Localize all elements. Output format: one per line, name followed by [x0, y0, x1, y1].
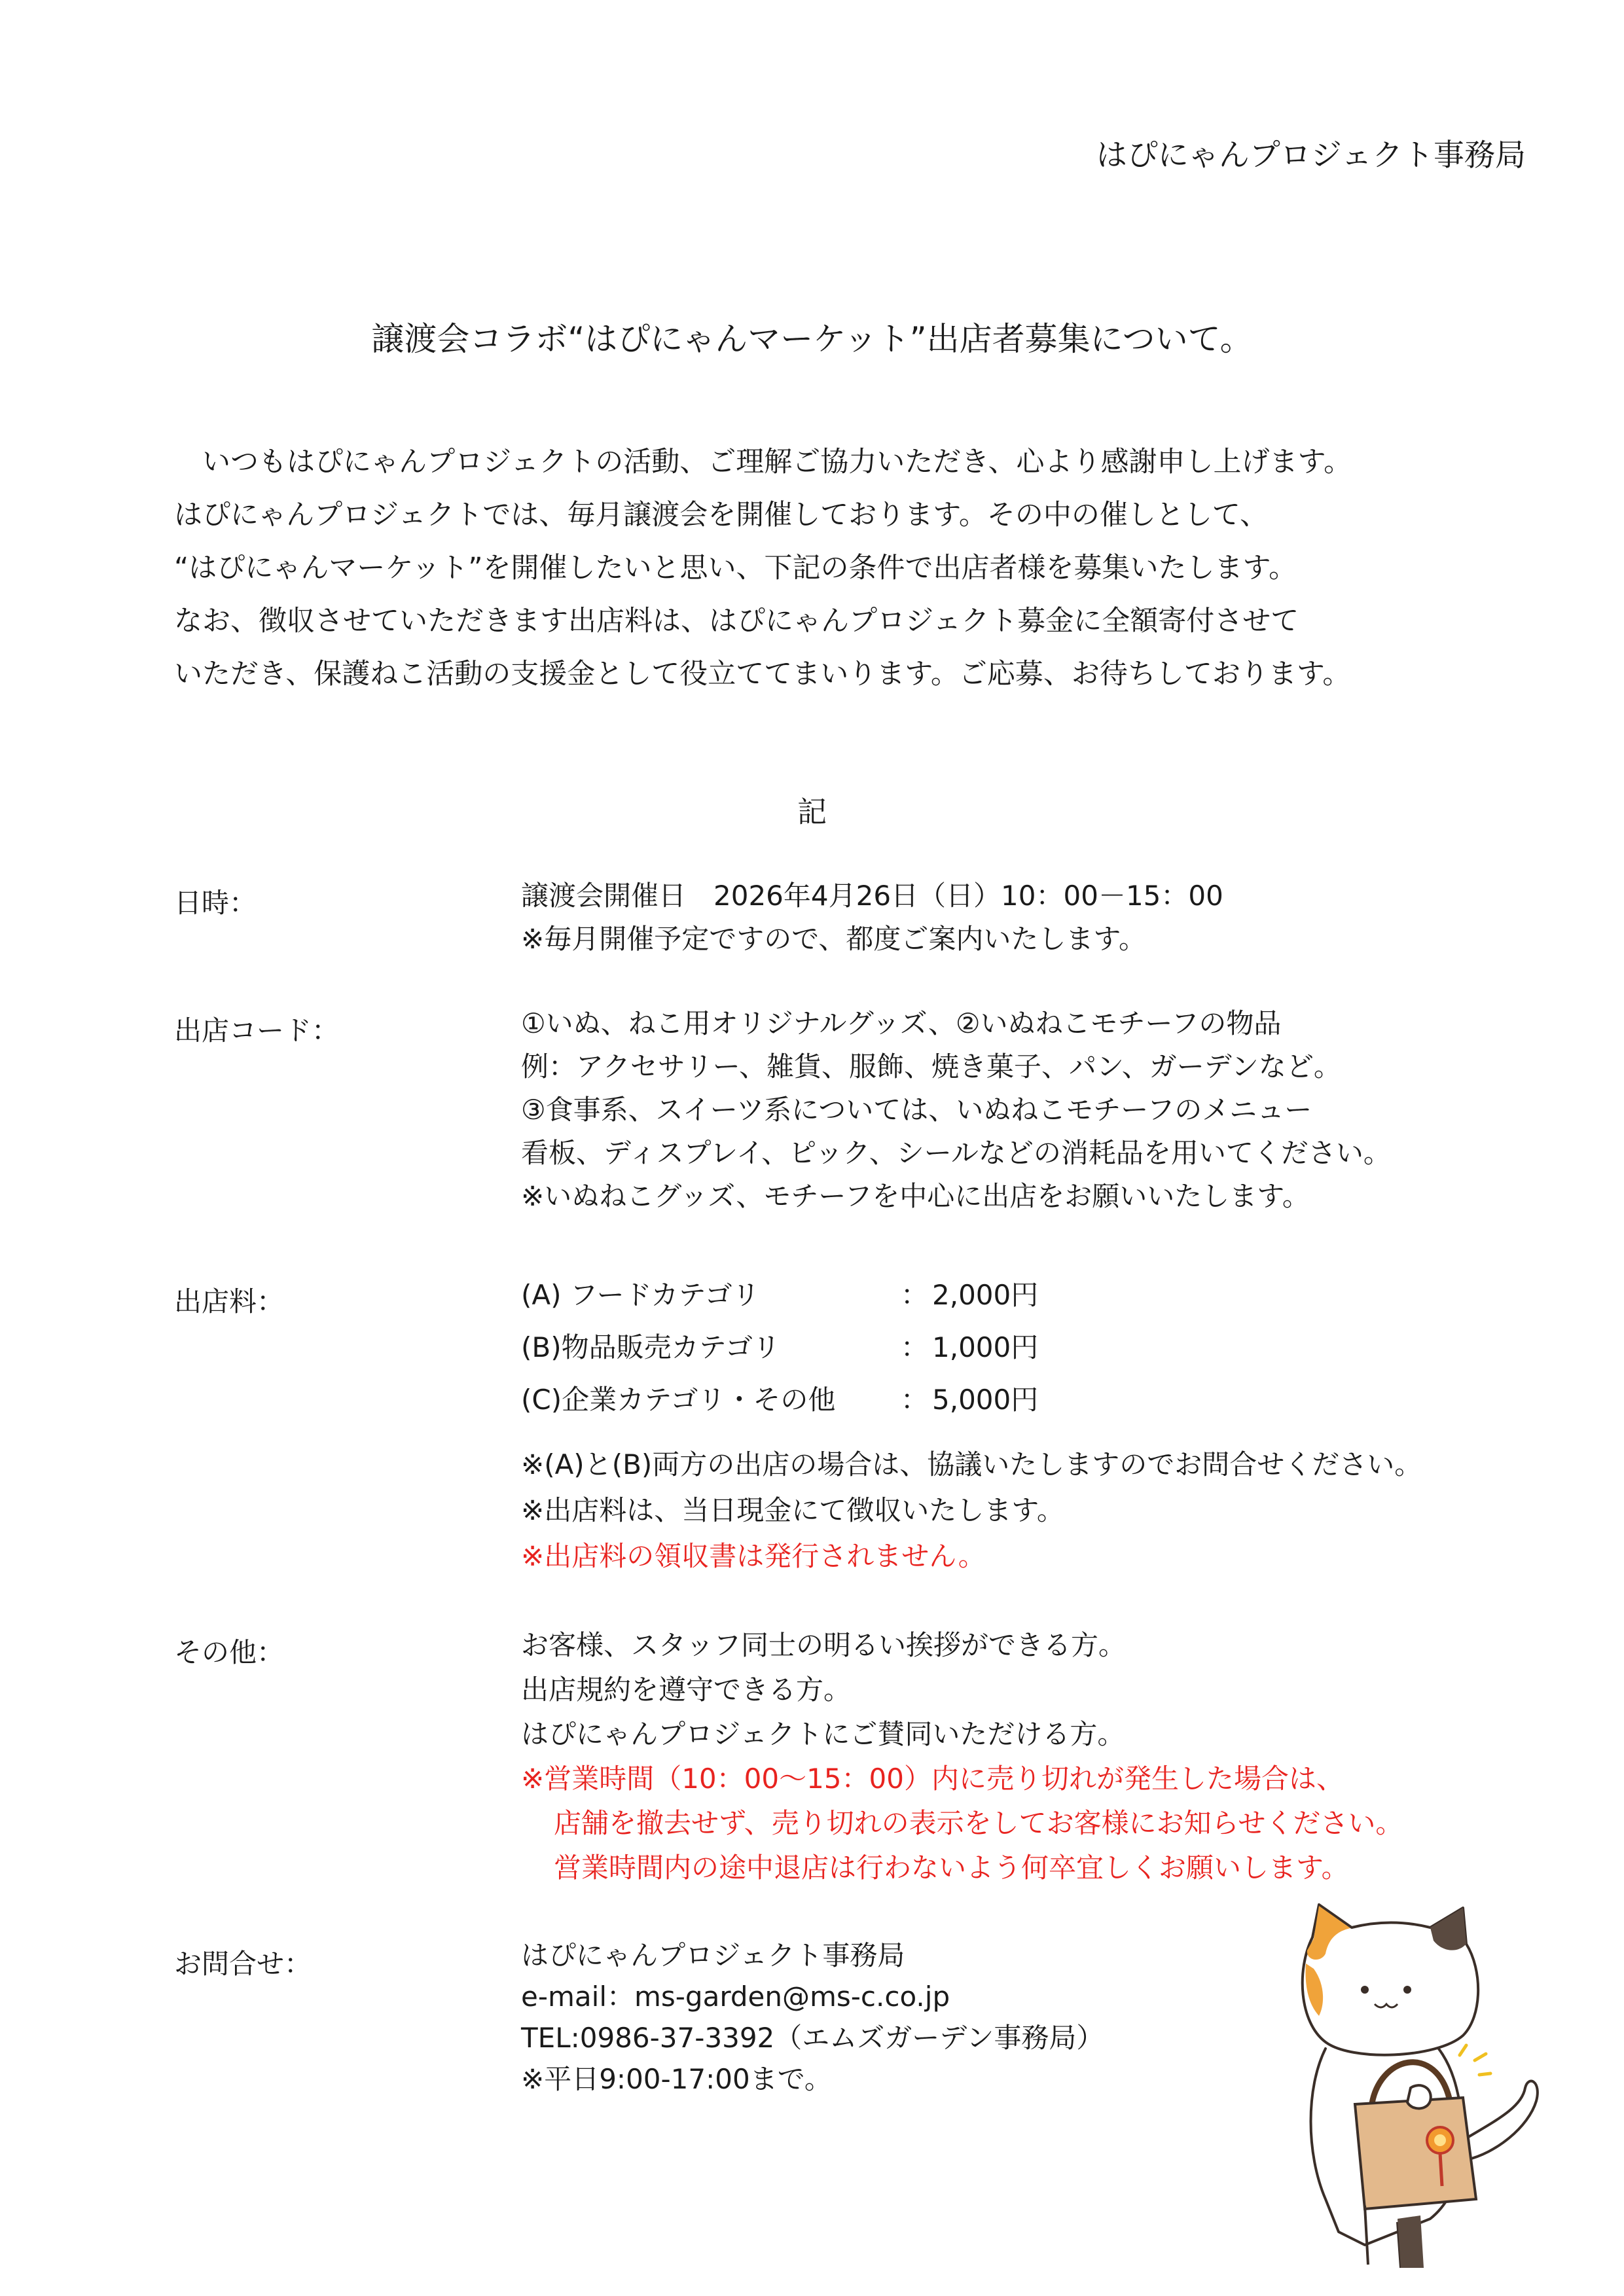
contact-email[interactable]: e-mail：ms-garden@ms-c.co.jp [521, 1981, 950, 2013]
fee-row [521, 1374, 1038, 1426]
document-title: 譲渡会コラボ“はぴにゃんマーケット”出店者募集について。 [371, 320, 1253, 358]
code-line: ※いぬねこグッズ、モチーフを中心に出店をお願いいたします。 [521, 1180, 1310, 1212]
contact-label: お問合せ： [174, 1948, 312, 1980]
fee-category: (B)物品販売カテゴリ [521, 1331, 780, 1363]
intro-line: なお、徴収させていただきます出店料は、はぴにゃんプロジェクト募金に全額寄付させて [174, 605, 1299, 637]
fee-colon: ： [901, 1384, 929, 1416]
code-label: 出店コード： [174, 1014, 340, 1047]
intro-line: いただき、保護ねこ活動の支援金として役立ててまいります。ご応募、お待ちしております。 [174, 658, 1351, 691]
contact-hours: ※平日9:00-17:00まで。 [521, 2063, 832, 2095]
code-line: ③食事系、スイーツ系については、いぬねこモチーフのメニュー [521, 1094, 1312, 1126]
contact-value [521, 1935, 1104, 2100]
fee-red-note: ※出店料の領収書は発行されません。 [521, 1540, 986, 1572]
datetime-value [521, 874, 1223, 961]
other-line: 出店規約を遵守できる方。 [521, 1674, 852, 1706]
fee-category: (A) フードカテゴリ [521, 1279, 760, 1311]
fee-row [521, 1269, 1038, 1321]
fee-price: 5,000円 [932, 1384, 1039, 1416]
fee-notes [521, 1442, 1422, 1579]
fee-category: (C)企業カテゴリ・その他 [521, 1384, 836, 1416]
ki-heading: 記 [797, 795, 827, 829]
other-red-line: ※営業時間（10：00～15：00）内に売り切れが発生した場合は、 [521, 1763, 1344, 1795]
sender-name: はぴにゃんプロジェクト事務局 [1096, 137, 1526, 173]
intro-paragraph [174, 436, 1352, 701]
datetime-label: 日時： [174, 887, 257, 919]
fee-price: 1,000円 [932, 1331, 1039, 1363]
other-label: その他： [174, 1636, 285, 1668]
fee-row [521, 1321, 1038, 1374]
code-value [521, 1002, 1391, 1218]
fee-label: 出店料： [174, 1285, 285, 1318]
intro-line: はぴにゃんプロジェクトでは、毎月譲渡会を開催しております。その中の催しとして、 [174, 499, 1268, 531]
cat-with-bag-illustration [1267, 1892, 1548, 2271]
other-line: はぴにゃんプロジェクトにご賛同いただける方。 [521, 1718, 1125, 1750]
other-red-line: 営業時間内の途中退店は行わないよう何卒宜しくお願いします。 [554, 1852, 1349, 1884]
fee-colon: ： [901, 1279, 929, 1311]
code-line: ①いぬ、ねこ用オリジナルグッズ、②いぬねこモチーフの物品 [521, 1007, 1282, 1039]
fee-colon: ： [901, 1331, 929, 1363]
other-red-line: 店舗を撤去せず、売り切れの表示をしてお客様にお知らせください。 [554, 1807, 1403, 1839]
contact-phone[interactable]: TEL:0986-37-3392（エムズガーデン事務局） [521, 2022, 1104, 2054]
contact-line: はぴにゃんプロジェクト事務局 [521, 1939, 905, 1971]
intro-line: “はぴにゃんマーケット”を開催したいと思い、下記の条件で出店者様を募集いたします。 [174, 552, 1297, 584]
intro-line: いつもはぴにゃんプロジェクトの活動、ご理解ご協力いただき、心より感謝申し上げます。 [174, 446, 1352, 478]
code-line: 例：アクセサリー、雑貨、服飾、焼き菓子、パン、ガーデンなど。 [521, 1050, 1341, 1083]
code-line: 看板、ディスプレイ、ピック、シールなどの消耗品を用いてください。 [521, 1137, 1391, 1169]
other-line: お客様、スタッフ同士の明るい挨拶ができる方。 [521, 1629, 1127, 1661]
datetime-line: ※毎月開催予定ですので、都度ご案内いたします。 [521, 923, 1146, 955]
fee-table [521, 1269, 1038, 1426]
fee-price: 2,000円 [932, 1279, 1039, 1311]
datetime-line: 譲渡会開催日 2026年4月26日（日）10：00－15：00 [521, 880, 1223, 912]
fee-note: ※(A)と(B)両方の出店の場合は、協議いたしますのでお問合せください。 [521, 1448, 1422, 1480]
other-value [521, 1623, 1403, 1890]
fee-note: ※出店料は、当日現金にて徴収いたします。 [521, 1494, 1064, 1526]
